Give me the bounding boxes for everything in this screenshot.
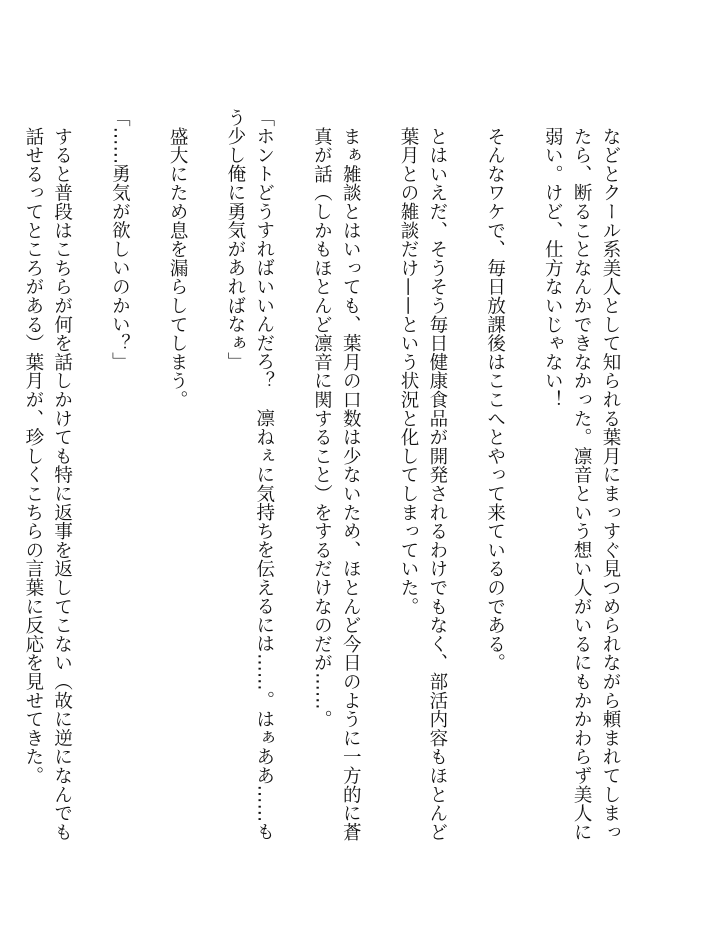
blank-line — [451, 108, 480, 848]
paragraph: 盛大にため息を漏らしてしまう。 — [167, 126, 189, 409]
blank-line — [278, 108, 307, 848]
blank-line — [76, 108, 105, 848]
dialogue-line: 「……勇気が欲しいのかい？」 — [109, 108, 131, 372]
dialogue-line: 「ホントどうすればいいんだろ？ 凛ねぇに気持ちを伝えるには……。はぁああ……もう少し俺に勇気があればなぁ」 — [224, 108, 275, 842]
paragraph: すると普段はこちらが何を話しかけても特に返事を返してこない（故に逆になんでも話せるってところがある）葉月が、珍しくこちらの言葉に反応を見せてきた。 — [22, 126, 73, 841]
blank-line — [509, 108, 538, 848]
paragraph: とはいえだ、そうそう毎日健康食品が開発されるわけでもなく、部活内容もほとんど葉月との雑談だけ——という状況と化してしまっていた。 — [397, 126, 448, 841]
blank-line — [191, 108, 220, 848]
paragraph: まぁ雑談とはいっても、葉月の口数は少ないため、ほとんど今日のように一方的に蒼真が話（しかもほとんど凛音に関すること）をするだけなのだが……。 — [311, 126, 362, 841]
paragraph: などとクール系美人として知られる葉月にまっすぐ見つめられながら頼まれてしまったら、断ることなんかできなかった。凛音という想い人がいるにもかかわらず美人に弱い。けど、仕方ないじゃない！ — [542, 126, 621, 841]
blank-line — [133, 108, 162, 848]
paragraph: そんなワケで、毎日放課後はここへとやって来ているのである。 — [484, 126, 506, 672]
blank-line — [364, 108, 393, 848]
vertical-text-body — [18, 108, 624, 848]
